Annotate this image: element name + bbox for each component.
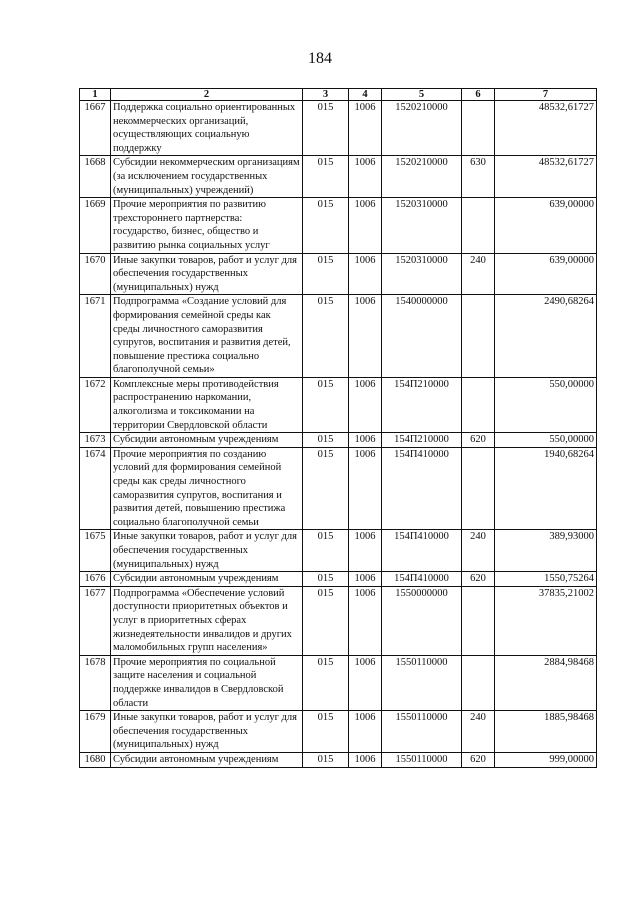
row-number: 1671: [80, 295, 111, 378]
table-row: [80, 530, 597, 572]
expense-type-code: [462, 447, 495, 530]
target-article-code: 1540000000: [382, 295, 462, 378]
row-number: 1676: [80, 572, 111, 587]
expense-type-code: 240: [462, 530, 495, 572]
section-code: 1006: [349, 530, 382, 572]
table-row: [80, 572, 597, 587]
target-article-code: 1520310000: [382, 198, 462, 253]
expense-type-code: 240: [462, 253, 495, 295]
page-number: 184: [308, 50, 332, 67]
amount: 550,00000: [495, 433, 597, 448]
amount: 37835,21002: [495, 586, 597, 655]
section-code: 1006: [349, 572, 382, 587]
target-article-code: 154П210000: [382, 433, 462, 448]
section-code: 1006: [349, 377, 382, 432]
item-name: Иные закупки товаров, работ и услуг для обеспечения государственных (муниципальных) нужд: [111, 253, 303, 295]
amount: 1885,98468: [495, 711, 597, 753]
ministry-code: 015: [303, 433, 349, 448]
amount: 550,00000: [495, 377, 597, 432]
ministry-code: 015: [303, 101, 349, 156]
table-row: [80, 377, 597, 432]
column-header-5: 5: [382, 89, 462, 101]
target-article-code: 154П210000: [382, 377, 462, 432]
column-header-3: 3: [303, 89, 349, 101]
table-row: [80, 586, 597, 655]
amount: 48532,61727: [495, 101, 597, 156]
item-name: Субсидии автономным учреждениям: [111, 572, 303, 587]
section-code: 1006: [349, 433, 382, 448]
expense-type-code: 620: [462, 752, 495, 767]
row-number: 1667: [80, 101, 111, 156]
expense-type-code: 620: [462, 572, 495, 587]
column-header-6: 6: [462, 89, 495, 101]
expense-type-code: [462, 586, 495, 655]
expense-type-code: 240: [462, 711, 495, 753]
table-row: [80, 711, 597, 753]
ministry-code: 015: [303, 447, 349, 530]
ministry-code: 015: [303, 586, 349, 655]
table-row: [80, 752, 597, 767]
header-row: [80, 89, 597, 101]
amount: 389,93000: [495, 530, 597, 572]
target-article-code: 154П410000: [382, 530, 462, 572]
row-number: 1680: [80, 752, 111, 767]
ministry-code: 015: [303, 295, 349, 378]
target-article-code: 1550000000: [382, 586, 462, 655]
table-row: [80, 433, 597, 448]
ministry-code: 015: [303, 198, 349, 253]
ministry-code: 015: [303, 752, 349, 767]
budget-table: [79, 88, 597, 768]
row-number: 1669: [80, 198, 111, 253]
row-number: 1677: [80, 586, 111, 655]
column-header-7: 7: [495, 89, 597, 101]
item-name: Комплексные меры противодействия распространению наркомании, алкоголизма и токсикомании на территории Свердловской области: [111, 377, 303, 432]
item-name: Субсидии автономным учреждениям: [111, 433, 303, 448]
expense-type-code: 620: [462, 433, 495, 448]
target-article-code: 1520210000: [382, 156, 462, 198]
item-name: Подпрограмма «Обеспечение условий доступности приоритетных объектов и услуг в приоритетных сферах жизнедеятельности инвалидов и других маломобильных групп населения»: [111, 586, 303, 655]
table-row: [80, 253, 597, 295]
column-header-1: 1: [80, 89, 111, 101]
column-header-4: 4: [349, 89, 382, 101]
expense-type-code: [462, 101, 495, 156]
target-article-code: 1520210000: [382, 101, 462, 156]
amount: 639,00000: [495, 253, 597, 295]
ministry-code: 015: [303, 655, 349, 710]
expense-type-code: 630: [462, 156, 495, 198]
target-article-code: 1550110000: [382, 752, 462, 767]
item-name: Субсидии некоммерческим организациям (за исключением государственных (муниципальных) учреждений): [111, 156, 303, 198]
ministry-code: 015: [303, 156, 349, 198]
table-row: [80, 655, 597, 710]
section-code: 1006: [349, 198, 382, 253]
expense-type-code: [462, 198, 495, 253]
target-article-code: 1550110000: [382, 711, 462, 753]
ministry-code: 015: [303, 253, 349, 295]
section-code: 1006: [349, 101, 382, 156]
item-name: Иные закупки товаров, работ и услуг для обеспечения государственных (муниципальных) нужд: [111, 530, 303, 572]
amount: 2490,68264: [495, 295, 597, 378]
table-body: [80, 101, 597, 768]
ministry-code: 015: [303, 572, 349, 587]
section-code: 1006: [349, 447, 382, 530]
amount: 1550,75264: [495, 572, 597, 587]
table-row: [80, 156, 597, 198]
item-name: Иные закупки товаров, работ и услуг для обеспечения государственных (муниципальных) нужд: [111, 711, 303, 753]
section-code: 1006: [349, 711, 382, 753]
row-number: 1672: [80, 377, 111, 432]
section-code: 1006: [349, 586, 382, 655]
row-number: 1673: [80, 433, 111, 448]
target-article-code: 1550110000: [382, 655, 462, 710]
section-code: 1006: [349, 655, 382, 710]
row-number: 1668: [80, 156, 111, 198]
amount: 999,00000: [495, 752, 597, 767]
target-article-code: 154П410000: [382, 572, 462, 587]
table-row: [80, 198, 597, 253]
item-name: Прочие мероприятия по социальной защите населения и социальной поддержке инвалидов в Свердловской области: [111, 655, 303, 710]
item-name: Подпрограмма «Создание условий для формирования семейной среды как среды личностного саморазвития супругов, воспитания и развития детей, повышение престижа социально благополучной семьи»: [111, 295, 303, 378]
amount: 639,00000: [495, 198, 597, 253]
target-article-code: 154П410000: [382, 447, 462, 530]
expense-type-code: [462, 377, 495, 432]
target-article-code: 1520310000: [382, 253, 462, 295]
section-code: 1006: [349, 253, 382, 295]
expense-type-code: [462, 655, 495, 710]
row-number: 1674: [80, 447, 111, 530]
row-number: 1678: [80, 655, 111, 710]
table-row: [80, 295, 597, 378]
ministry-code: 015: [303, 530, 349, 572]
section-code: 1006: [349, 295, 382, 378]
section-code: 1006: [349, 752, 382, 767]
amount: 2884,98468: [495, 655, 597, 710]
column-header-2: 2: [111, 89, 303, 101]
expense-type-code: [462, 295, 495, 378]
item-name: Прочие мероприятия по созданию условий для формирования семейной среды как среды личностного саморазвития супругов, воспитания и развития детей, повышению престижа социально благополучной семьи: [111, 447, 303, 530]
item-name: Прочие мероприятия по развитию трехстороннего партнерства: государство, бизнес, общество и развитию рынка социальных услуг: [111, 198, 303, 253]
amount: 48532,61727: [495, 156, 597, 198]
amount: 1940,68264: [495, 447, 597, 530]
table-row: [80, 101, 597, 156]
ministry-code: 015: [303, 711, 349, 753]
ministry-code: 015: [303, 377, 349, 432]
row-number: 1675: [80, 530, 111, 572]
table-row: [80, 447, 597, 530]
row-number: 1670: [80, 253, 111, 295]
section-code: 1006: [349, 156, 382, 198]
item-name: Субсидии автономным учреждениям: [111, 752, 303, 767]
row-number: 1679: [80, 711, 111, 753]
item-name: Поддержка социально ориентированных некоммерческих организаций, осуществляющих социальную поддержку: [111, 101, 303, 156]
